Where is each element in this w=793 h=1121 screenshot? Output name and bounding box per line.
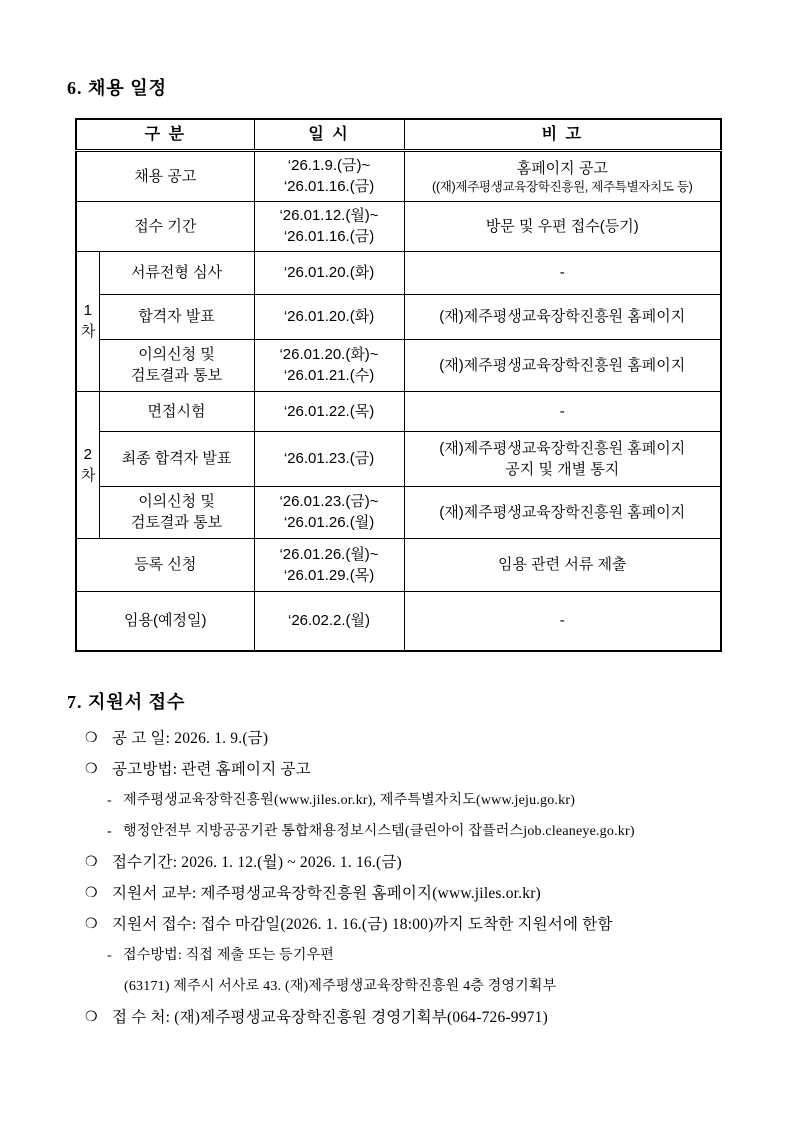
circle-bullet-icon: ❍ xyxy=(85,1010,98,1025)
list-item xyxy=(67,914,726,936)
list-item-text: 접수기간: 2026. 1. 12.(월) ~ 2026. 1. 16.(금) xyxy=(112,854,402,871)
circle-bullet-icon: ❍ xyxy=(85,855,98,870)
cell-category xyxy=(99,486,254,538)
list-item-text: 공 고 일: 2026. 1. 9.(금) xyxy=(112,730,269,747)
date-line: ‘26.01.20.(화)~ xyxy=(279,346,379,363)
table-row xyxy=(76,431,721,486)
cell-note xyxy=(404,431,721,486)
section6-title: 6. 채용 일정 xyxy=(67,78,168,98)
list-item xyxy=(67,728,726,750)
table-row xyxy=(76,538,721,591)
section7-title: 7. 지원서 접수 xyxy=(67,692,186,712)
schedule-table xyxy=(75,118,722,652)
table-row xyxy=(76,339,721,391)
list-subitem xyxy=(67,790,726,812)
date-line: ‘26.01.12.(월)~ xyxy=(279,207,379,224)
date-line: ‘26.01.26.(월) xyxy=(283,514,375,531)
cell-date: ‘26.02.2.(월) xyxy=(254,591,404,651)
section7 xyxy=(67,692,726,1029)
cell-category: 최종 합격자 발표 xyxy=(99,431,254,486)
cell-category: 합격자 발표 xyxy=(99,294,254,339)
table-row xyxy=(76,294,721,339)
list-item xyxy=(67,852,726,874)
circle-bullet-icon: ❍ xyxy=(85,886,98,901)
category-line: 이의신청 및 xyxy=(138,346,215,363)
list-address-line xyxy=(67,976,726,998)
date-line: ‘26.01.29.(목) xyxy=(283,566,375,584)
cell-note xyxy=(404,150,721,201)
note-line: 홈페이지 공고 xyxy=(516,159,608,177)
cell-category xyxy=(99,339,254,391)
cell-date: ‘26.01.23.(금) xyxy=(254,431,404,486)
list-subitem xyxy=(67,945,726,967)
circle-bullet-icon: ❍ xyxy=(85,917,98,932)
cell-category: 등록 신청 xyxy=(76,538,254,591)
table-row xyxy=(76,201,721,251)
table-row xyxy=(76,150,721,201)
cell-category: 서류전형 심사 xyxy=(99,251,254,294)
date-line: ‘26.01.16.(금) xyxy=(283,228,375,245)
list-item-text: 제주평생교육장학진흥원(www.jiles.or.kr), 제주특별자치도(www.jeju.go.kr) xyxy=(123,793,576,808)
cell-note: - xyxy=(404,391,721,431)
cell-category: 접수 기간 xyxy=(76,201,254,251)
cell-date xyxy=(254,339,404,391)
date-line: ‘26.01.16.(금) xyxy=(283,178,375,195)
list-item xyxy=(67,883,726,905)
circle-bullet-icon: ❍ xyxy=(85,731,98,746)
dash-bullet-icon: - xyxy=(107,793,112,808)
cell-note: - xyxy=(404,251,721,294)
dash-bullet-icon: - xyxy=(107,948,112,963)
list-item xyxy=(67,759,726,781)
list-item-text: 지원서 교부: 제주평생교육장학진흥원 홈페이지(www.jiles.or.kr) xyxy=(112,885,541,902)
table-row xyxy=(76,486,721,538)
date-line: ‘26.01.26.(월)~ xyxy=(279,545,379,563)
cell-date xyxy=(254,538,404,591)
cell-note: (재)제주평생교육장학진흥원 홈페이지 xyxy=(404,294,721,339)
date-line: ‘26.01.23.(금)~ xyxy=(279,493,379,510)
list-item-text: (63171) 제주시 서사로 43. (재)제주평생교육장학진흥원 4층 경영기획부 xyxy=(124,979,557,994)
cell-round-1: 1차 xyxy=(76,251,99,391)
dash-bullet-icon: - xyxy=(107,824,112,839)
note-line: (재)제주평생교육장학진흥원 홈페이지 xyxy=(439,439,686,457)
list-subitem xyxy=(67,821,726,843)
cell-date: ‘26.01.20.(화) xyxy=(254,294,404,339)
cell-note: 임용 관련 서류 제출 xyxy=(404,538,721,591)
section7-lines xyxy=(67,728,726,1029)
header-note: 비 고 xyxy=(404,119,721,150)
date-line: ‘26.01.21.(수) xyxy=(283,367,375,384)
list-item-text: 공고방법: 관련 홈페이지 공고 xyxy=(112,761,311,778)
category-line: 검토결과 통보 xyxy=(130,514,223,531)
category-line: 이의신청 및 xyxy=(138,493,215,510)
list-item-text: 지원서 접수: 접수 마감일(2026. 1. 16.(금) 18:00)까지 도착한 지원서에 한함 xyxy=(112,916,613,933)
cell-category: 면접시험 xyxy=(99,391,254,431)
cell-date xyxy=(254,486,404,538)
header-category: 구 분 xyxy=(76,119,254,150)
date-line: ‘26.1.9.(금)~ xyxy=(287,157,371,174)
note-subline: ((재)제주평생교육장학진흥원, 제주특별자치도 등) xyxy=(432,179,693,194)
table-header-row xyxy=(76,119,721,150)
table-row xyxy=(76,391,721,431)
circle-bullet-icon: ❍ xyxy=(85,762,98,777)
cell-date: ‘26.01.22.(목) xyxy=(254,391,404,431)
list-item-text: 접 수 처: (재)제주평생교육장학진흥원 경영기획부(064-726-9971) xyxy=(112,1009,548,1026)
category-line: 검토결과 통보 xyxy=(130,367,223,384)
cell-note: - xyxy=(404,591,721,651)
cell-date xyxy=(254,150,404,201)
header-datetime: 일 시 xyxy=(254,119,404,150)
cell-category: 임용(예정일) xyxy=(76,591,254,651)
cell-category: 채용 공고 xyxy=(76,150,254,201)
cell-date xyxy=(254,201,404,251)
cell-note: 방문 및 우편 접수(등기) xyxy=(404,201,721,251)
cell-round-2: 2차 xyxy=(76,391,99,538)
table-row xyxy=(76,591,721,651)
cell-date: ‘26.01.20.(화) xyxy=(254,251,404,294)
list-item-text: 행정안전부 지방공공기관 통합채용정보시스템(클린아이 잡플러스job.cleaneye.go.kr) xyxy=(123,824,635,839)
cell-note: (재)제주평생교육장학진흥원 홈페이지 xyxy=(404,486,721,538)
table-row xyxy=(76,251,721,294)
list-item-text: 접수방법: 직접 제출 또는 등기우편 xyxy=(123,948,335,963)
note-line: 공지 및 개별 통지 xyxy=(505,460,620,478)
list-item xyxy=(67,1007,726,1029)
cell-note: (재)제주평생교육장학진흥원 홈페이지 xyxy=(404,339,721,391)
